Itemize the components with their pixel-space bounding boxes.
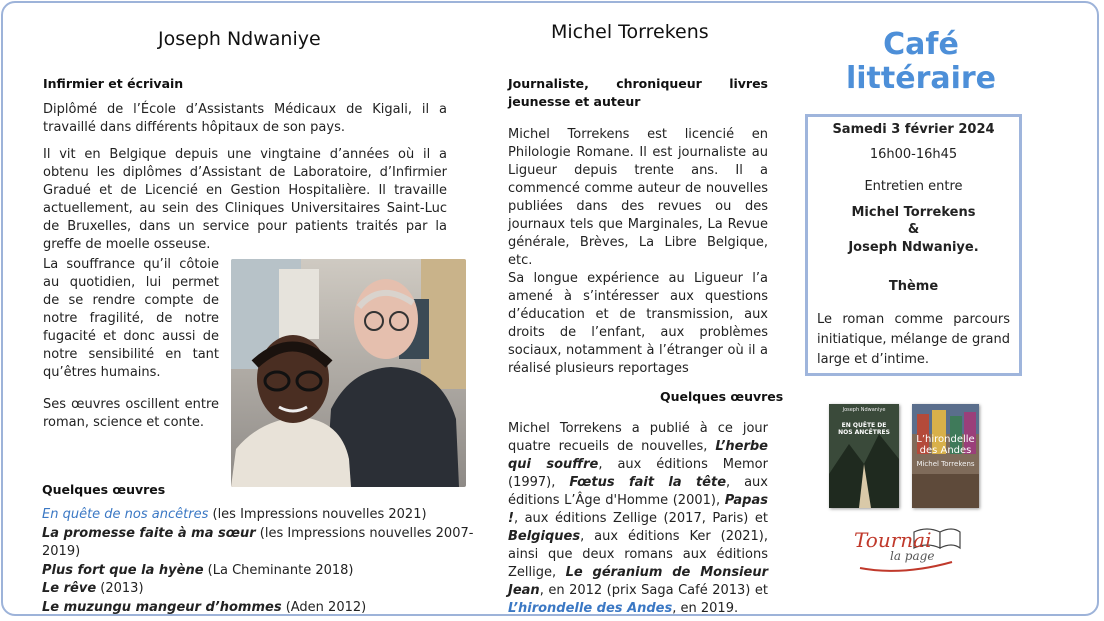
guest-2: Joseph Ndwaniye. <box>848 240 979 255</box>
joseph-para-1: Diplômé de l’École d’Assistants Médicaux de Kigali, il a travaillé dans différents hôpitaux de son pays. <box>43 102 447 135</box>
theme-label: Thème <box>888 279 939 294</box>
authors-photo <box>231 259 466 487</box>
joseph-works-list <box>42 506 482 617</box>
michel-role: Journaliste, chroniqueur livres jeunesse et auteur <box>508 76 768 109</box>
work-title-link[interactable]: En quête de nos ancêtres <box>42 507 209 522</box>
list-item: Le rêve (2013) <box>42 581 144 596</box>
event-date: Samedi 3 février 2024 <box>832 122 995 137</box>
joseph-role: Infirmier et écrivain <box>43 76 184 91</box>
michel-works-heading: Quelques œuvres <box>660 389 784 404</box>
joseph-para-2: Il vit en Belgique depuis une vingtaine d’années où il a obtenu les diplômes d’Assistant de Laboratoire, d’Infirmier Gradué et de Licencié en Gestion Hospitalière. Il travaille actuellement, au sein des Cliniques Universitaires Saint-Luc de Bruxelles, dans un service pour patients traités par la greffe de moelle osseuse. <box>43 147 447 252</box>
work-title-link[interactable]: L’hirondelle des Andes <box>508 601 673 616</box>
list-item: Le muzungu mangeur d’hommes (Aden 2012) <box>42 599 367 615</box>
guest-amp: & <box>907 222 920 237</box>
michel-para-1: Michel Torrekens est licencié en Philologie Romane. Il est journaliste au Ligueur depuis trente ans. Il a commencé comme auteur de nouvelles publiées dans des revues ou des journaux tels que Marginales, La Revue générale, Brèves, La Libre Belgique, etc. <box>508 127 768 268</box>
list-item: La promesse faite à ma sœur (les Impressions nouvelles 2007-2019) <box>42 525 474 559</box>
event-title: Café littéraire <box>845 27 997 96</box>
joseph-para-4: Ses œuvres oscillent entre roman, science et conte. <box>43 397 219 430</box>
book-cover-hirondelle: L’hirondelle des Andes Michel Torrekens <box>912 404 979 508</box>
tournai-la-page-logo: Tournai la page <box>852 524 962 574</box>
author-name-michel: Michel Torrekens <box>551 21 709 43</box>
guest-1: Michel Torrekens <box>851 205 976 220</box>
list-item: En quête de nos ancêtres (les Impressions nouvelles 2021) <box>42 507 427 522</box>
theme-text: Le roman comme parcours initiatique, mélange de grand large et d’intime. <box>817 312 1010 367</box>
author-name-joseph: Joseph Ndwaniye <box>158 28 321 50</box>
joseph-works-heading: Quelques œuvres <box>42 482 166 497</box>
book-cover-en-quete: Joseph Ndwaniye EN QUÊTE DE NOS ANCÊTRES <box>829 404 899 508</box>
event-time: 16h00-16h45 <box>869 147 958 162</box>
list-item: Plus fort que la hyène (La Cheminante 2018) <box>42 562 354 578</box>
event-info-box <box>805 114 1022 376</box>
michel-para-2: Sa longue expérience au Ligueur l’a amené à s’intéresser aux questions d’éducation et de transmission, aux droits de l’enfant, aux problèmes sociaux, notamment à l’étranger où il a réalisé plusieurs reportages <box>508 271 768 376</box>
michel-works-text: Michel Torrekens a publié à ce jour quatre recueils de nouvelles, L’herbe qui souffre, aux éditions Memor (1997), Fœtus fait la tête, aux éditions L’Âge d'Homme (2001), Papas !, aux éditions Zellige (2017, Paris) et Belgiques, aux éditions Ker (2021), ainsi que deux romans aux éditions Zellige, Le géranium de Monsieur Jean, en 2012 (prix Saga Café 2013) et L’hirondelle des Andes, en 2019. <box>508 421 768 616</box>
event-interview: Entretien entre <box>864 179 963 194</box>
joseph-para-3: La souffrance qu’il côtoie au quotidien, lui permet de se rendre compte de notre fragilité, de notre fugacité et donc aussi de notre sensibilité en tant qu’êtres humains. <box>43 257 219 380</box>
